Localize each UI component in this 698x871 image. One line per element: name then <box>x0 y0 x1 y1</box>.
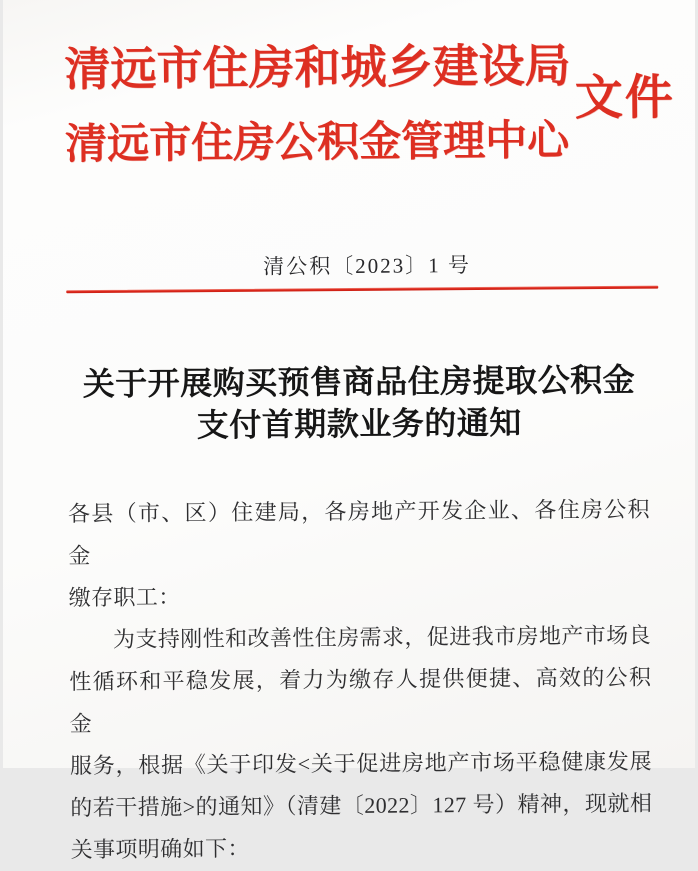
document-title <box>67 358 652 447</box>
paragraph-line-1: 为支持刚性和改善性住房需求，促进我市房地产市场良 <box>112 622 652 652</box>
paragraph-line-4: 的若干措施>的通知》（清建〔2022〕127 号）精神，现就相 <box>70 790 653 820</box>
salutation-line-2: 缴存职工： <box>68 584 181 610</box>
issuing-org-line2: 清远市住房公积金管理中心 <box>64 117 570 168</box>
title-line-2: 支付首期款业务的通知 <box>196 404 522 443</box>
header-divider-rule <box>66 285 658 293</box>
document-body <box>68 488 653 871</box>
paragraph-line-3: 服务，根据《关于印发<关于促进房地产市场平稳健康发展 <box>69 748 653 778</box>
paragraph-line-2: 性循环和平稳发展，着力为缴存人提供便捷、高效的公积金 <box>69 664 652 736</box>
issuing-org-names <box>64 40 571 168</box>
paragraph-line-5: 关事项明确如下： <box>70 835 250 862</box>
document-letterhead <box>64 39 675 168</box>
issuing-org-line1: 清远市住房和城乡建设局 <box>64 40 571 96</box>
document-page <box>3 0 695 862</box>
title-line-1: 关于开展购买预售商品住房提取公积金 <box>82 361 636 402</box>
reference-number: 清公积〔2023〕1 号 <box>263 252 472 279</box>
salutation-line-1: 各县（市、区）住建局，各房地产开发企业、各住房公积金 <box>67 496 651 568</box>
document-type-label: 文件 <box>574 71 675 126</box>
